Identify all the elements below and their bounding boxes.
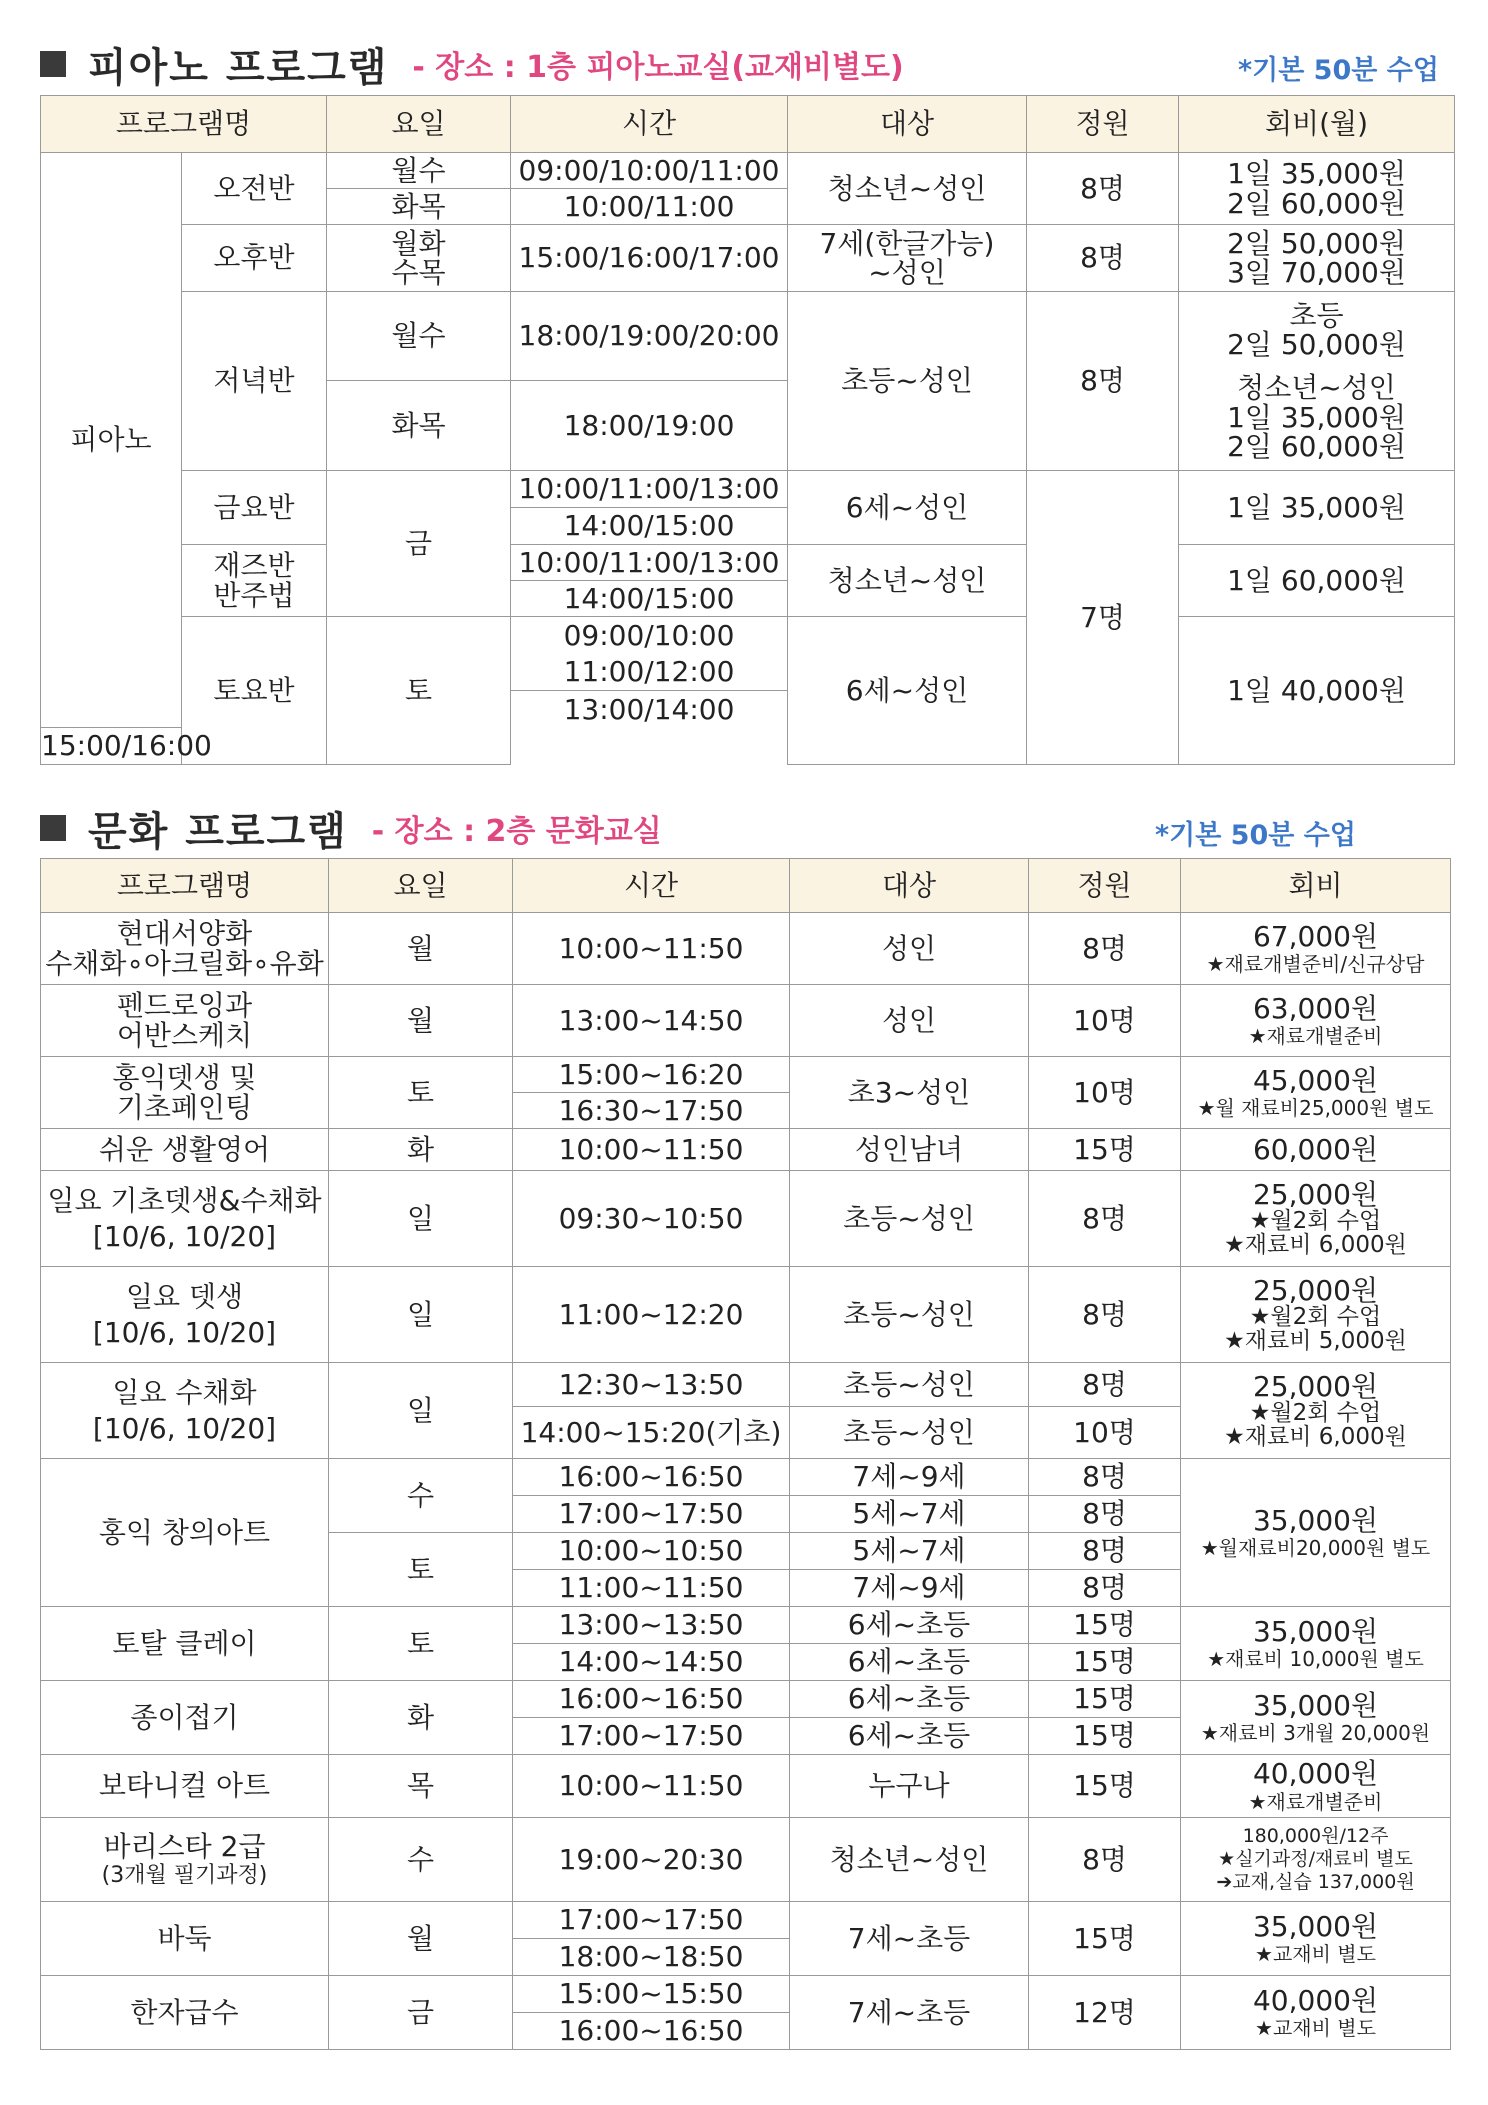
fee-line: 1일 35,000원 (1227, 400, 1406, 434)
time-cell: 15:00~16:20 (513, 1057, 790, 1093)
piano-section-title (40, 36, 904, 92)
fee-amount: 25,000원 (1252, 1177, 1379, 1211)
time-cell: 10:00/11:00 (511, 189, 788, 225)
time-cell: 10:00/11:00/13:00 (511, 471, 788, 508)
table-row (41, 617, 1455, 654)
program-name (41, 1818, 329, 1902)
day-cell: 토 (329, 1607, 513, 1681)
piano-note: *기본 50분 수업 (1238, 55, 1439, 86)
square-bullet-icon (40, 815, 66, 841)
day-cell: 화 (329, 1681, 513, 1755)
fee-amount: 35,000원 (1252, 1688, 1379, 1722)
capacity-cell: 12명 (1029, 1976, 1181, 2050)
capacity-cell: 10명 (1029, 1057, 1181, 1129)
target-line: ~성인 (868, 256, 946, 289)
table-row (41, 913, 1451, 985)
capacity-cell: 8명 (1029, 1363, 1181, 1407)
fee-note: ★실기과정/재료비 별도 (1218, 1848, 1413, 1871)
program-piano: 피아노 (41, 153, 182, 728)
fee-cell (1179, 225, 1455, 292)
day-cell: 화 (329, 1129, 513, 1171)
time-cell: 09:00/10:00 (511, 617, 788, 654)
target-cell: 누구나 (790, 1755, 1029, 1818)
table-row (41, 225, 1455, 292)
target-cell: 7세~9세 (790, 1459, 1029, 1496)
target-cell: 7세~9세 (790, 1570, 1029, 1607)
capacity-cell: 8명 (1029, 1171, 1181, 1267)
col-time: 시간 (513, 859, 790, 913)
table-row (41, 292, 1455, 381)
day-cell (327, 225, 511, 292)
fee-amount: 35,000원 (1252, 1909, 1379, 1943)
program-name-line: 기초페인팅 (116, 1090, 253, 1124)
culture-location: - 장소 : 2층 문화교실 (371, 814, 662, 849)
program-name (41, 1171, 329, 1267)
capacity-cell: 10명 (1029, 1407, 1181, 1459)
fee-line: 2일 60,000원 (1227, 430, 1406, 464)
time-cell: 15:00/16:00/17:00 (511, 225, 788, 292)
fee-amount: 25,000원 (1252, 1273, 1379, 1307)
program-name-sub: (3개월 필기과정) (101, 1863, 268, 1889)
fee-amount: 35,000원 (1252, 1503, 1379, 1537)
target-cell: 초등~성인 (790, 1363, 1029, 1407)
program-name: 보타니컬 아트 (41, 1755, 329, 1818)
capacity-cell: 8명 (1027, 225, 1179, 292)
fee-cell (1181, 1976, 1451, 2050)
target-cell: 초등~성인 (788, 292, 1027, 471)
piano-table (40, 95, 1455, 765)
time-cell: 09:30~10:50 (513, 1171, 790, 1267)
fee-cell (1181, 1902, 1451, 1976)
fee-cell (1181, 1818, 1451, 1902)
table-row (41, 1363, 1451, 1407)
day-cell: 월 (329, 913, 513, 985)
day-cell: 토 (329, 1533, 513, 1607)
time-cell: 13:00~13:50 (513, 1607, 790, 1644)
day-cell: 수 (329, 1459, 513, 1533)
program-name: 한자급수 (41, 1976, 329, 2050)
fee-note: ★재료비 3개월 20,000원 (1200, 1721, 1431, 1746)
program-name-line: 일요 수채화 (112, 1376, 257, 1410)
target-cell: 성인 (790, 985, 1029, 1057)
target-cell: 6세~성인 (788, 471, 1027, 545)
col-day: 요일 (327, 96, 511, 153)
culture-title: 문화 프로그램 (88, 808, 348, 855)
time-cell: 10:00~11:50 (513, 1129, 790, 1171)
square-bullet-icon (40, 51, 66, 77)
target-cell: 6세~초등 (790, 1718, 1029, 1755)
class-name: 저녁반 (182, 292, 327, 471)
time-cell: 12:30~13:50 (513, 1363, 790, 1407)
target-cell: 청소년~성인 (790, 1818, 1029, 1902)
time-cell: 09:00/10:00/11:00 (511, 153, 788, 189)
capacity-cell: 15명 (1029, 1681, 1181, 1718)
capacity-cell: 15명 (1029, 1755, 1181, 1818)
program-name: 쉬운 생활영어 (41, 1129, 329, 1171)
class-name-line: 재즈반 (213, 549, 295, 583)
program-name (41, 1267, 329, 1363)
program-name-line: 홍익뎃생 및 (112, 1061, 257, 1095)
time-cell: 10:00/11:00/13:00 (511, 545, 788, 581)
fee-line: 1일 35,000원 (1227, 157, 1406, 191)
target-cell: 5세~7세 (790, 1496, 1029, 1533)
fee-note: ★재료개별준비 (1248, 1789, 1383, 1814)
col-fee: 회비 (1181, 859, 1451, 913)
class-name: 오후반 (182, 225, 327, 292)
program-name-line: 수채화∘아크릴화∘유화 (45, 946, 324, 980)
target-line: 7세(한글가능) (819, 226, 995, 260)
time-cell: 14:00~15:20(기초) (513, 1407, 790, 1459)
time-cell: 11:00~11:50 (513, 1570, 790, 1607)
capacity-cell: 8명 (1029, 1570, 1181, 1607)
col-capacity: 정원 (1029, 859, 1181, 913)
class-name: 오전반 (182, 153, 327, 225)
capacity-cell: 15명 (1029, 1718, 1181, 1755)
target-cell: 6세~초등 (790, 1681, 1029, 1718)
day-line: 월화 (391, 226, 446, 260)
target-cell: 6세~성인 (788, 617, 1027, 765)
table-row (41, 1129, 1451, 1171)
fee-cell (1181, 1363, 1451, 1459)
capacity-cell: 8명 (1029, 1267, 1181, 1363)
time-cell: 18:00/19:00/20:00 (511, 292, 788, 381)
class-name: 금요반 (182, 471, 327, 545)
table-row (41, 153, 1455, 189)
time-cell: 17:00~17:50 (513, 1718, 790, 1755)
target-cell: 6세~초등 (790, 1644, 1029, 1681)
time-cell: 16:00~16:50 (513, 1681, 790, 1718)
table-row (41, 1681, 1451, 1718)
fee-note: ★월2회 수업 (1249, 1304, 1382, 1331)
capacity-cell: 15명 (1029, 1607, 1181, 1644)
piano-header-row (41, 96, 1455, 153)
program-name-line: 일요 기초뎃생&수채화 (47, 1184, 322, 1218)
time-cell: 14:00~14:50 (513, 1644, 790, 1681)
fee-note: ★재료비 6,000원 (1224, 1424, 1407, 1451)
program-name: 토탈 클레이 (41, 1607, 329, 1681)
col-fee: 회비(월) (1179, 96, 1455, 153)
col-target: 대상 (788, 96, 1027, 153)
target-cell: 7세~초등 (790, 1976, 1029, 2050)
fee-note: ★월2회 수업 (1249, 1208, 1382, 1235)
fee-line: 2일 60,000원 (1227, 186, 1406, 220)
capacity-cell: 8명 (1029, 1533, 1181, 1570)
capacity-cell: 8명 (1029, 1496, 1181, 1533)
fee-cell: 60,000원 (1181, 1129, 1451, 1171)
program-name (41, 1363, 329, 1459)
fee-note: ★교재비 별도 (1255, 2016, 1376, 2041)
fee-amount: 63,000원 (1252, 991, 1379, 1025)
target-cell: 성인남녀 (790, 1129, 1029, 1171)
time-cell: 16:30~17:50 (513, 1093, 790, 1129)
day-cell: 월 (329, 1902, 513, 1976)
time-cell: 11:00/12:00 (511, 654, 788, 691)
table-row (41, 985, 1451, 1057)
fee-amount: 40,000원 (1252, 1983, 1379, 2017)
time-cell: 17:00~17:50 (513, 1496, 790, 1533)
table-row (41, 1171, 1451, 1267)
table-row (41, 1976, 1451, 2013)
time-cell: 10:00~11:50 (513, 1755, 790, 1818)
time-cell: 18:00/19:00 (511, 381, 788, 471)
capacity-cell: 8명 (1027, 153, 1179, 225)
capacity-cell: 10명 (1029, 985, 1181, 1057)
time-cell: 14:00/15:00 (511, 508, 788, 545)
culture-header-row (41, 859, 1451, 913)
fee-amount: 25,000원 (1252, 1369, 1379, 1403)
program-name-line: [10/6, 10/20] (92, 1411, 277, 1445)
time-cell: 15:00~15:50 (513, 1976, 790, 2013)
col-program: 프로그램명 (41, 96, 327, 153)
fee-note: ★재료비 6,000원 (1224, 1232, 1407, 1259)
capacity-cell: 7명 (1027, 471, 1179, 765)
fee-amount: 35,000원 (1252, 1614, 1379, 1648)
time-cell: 16:00~16:50 (513, 1459, 790, 1496)
target-cell: 6세~초등 (790, 1607, 1029, 1644)
fee-cell: 1일 35,000원 (1179, 471, 1455, 545)
fee-cell (1181, 985, 1451, 1057)
target-cell: 초등~성인 (790, 1407, 1029, 1459)
culture-table (40, 858, 1451, 2050)
capacity-cell: 8명 (1029, 1818, 1181, 1902)
time-cell: 11:00~12:20 (513, 1267, 790, 1363)
target-cell: 5세~7세 (790, 1533, 1029, 1570)
table-row (41, 545, 1455, 581)
fee-note: ★재료비 5,000원 (1224, 1328, 1407, 1355)
fee-cell (1181, 1057, 1451, 1129)
fee-cell (1181, 1459, 1451, 1607)
fee-note: ★재료개별준비/신규상담 (1206, 952, 1425, 977)
culture-section-title (40, 800, 662, 856)
target-cell: 초3~성인 (790, 1057, 1029, 1129)
class-name: 토요반 (182, 617, 327, 765)
fee-cell (1181, 1267, 1451, 1363)
fee-note: ★월2회 수업 (1249, 1400, 1382, 1427)
time-cell: 18:00~18:50 (513, 1939, 790, 1976)
program-name-line: 일요 뎃생 (125, 1280, 244, 1314)
col-time: 시간 (511, 96, 788, 153)
fee-cell (1181, 1607, 1451, 1681)
program-name-line: [10/6, 10/20] (92, 1219, 277, 1253)
program-name: 홍익 창의아트 (41, 1459, 329, 1607)
program-name: 종이접기 (41, 1681, 329, 1755)
target-cell: 청소년~성인 (788, 545, 1027, 617)
fee-amount: 40,000원 (1252, 1757, 1379, 1791)
table-row (41, 1818, 1451, 1902)
time-cell: 10:00~11:50 (513, 913, 790, 985)
day-line: 수목 (391, 256, 446, 289)
program-name (41, 913, 329, 985)
day-cell: 일 (329, 1363, 513, 1459)
table-row (41, 1755, 1451, 1818)
day-cell: 토 (329, 1057, 513, 1129)
class-name-line: 반주법 (213, 578, 295, 612)
fee-cell (1181, 1171, 1451, 1267)
target-cell: 7세~초등 (790, 1902, 1029, 1976)
target-cell (788, 225, 1027, 292)
table-row (41, 1057, 1451, 1093)
day-cell: 금 (329, 1976, 513, 2050)
table-row (41, 1607, 1451, 1644)
fee-amount: 67,000원 (1252, 919, 1379, 953)
program-name-line: 바리스타 2급 (103, 1829, 266, 1863)
program-name: 바둑 (41, 1902, 329, 1976)
capacity-cell: 8명 (1027, 292, 1179, 471)
piano-location: - 장소 : 1층 피아노교실(교재비별도) (412, 50, 904, 85)
day-cell: 수 (329, 1818, 513, 1902)
culture-note: *기본 50분 수업 (1155, 820, 1356, 851)
fee-note: ★재료비 10,000원 별도 (1207, 1647, 1424, 1672)
fee-cell (1181, 1755, 1451, 1818)
fee-note: ★교재비 별도 (1255, 1942, 1376, 1967)
day-cell: 화목 (327, 189, 511, 225)
fee-cell: 1일 40,000원 (1179, 617, 1455, 765)
capacity-cell: 15명 (1029, 1644, 1181, 1681)
fee-line: 2일 50,000원 (1227, 327, 1406, 361)
piano-title: 피아노 프로그램 (88, 44, 389, 91)
program-name-line: 펜드로잉과 (116, 989, 253, 1023)
program-name (41, 985, 329, 1057)
target-cell: 청소년~성인 (788, 153, 1027, 225)
capacity-cell: 15명 (1029, 1902, 1181, 1976)
capacity-cell: 8명 (1029, 913, 1181, 985)
time-cell: 10:00~10:50 (513, 1533, 790, 1570)
fee-line: 청소년~성인 (1237, 371, 1396, 405)
fee-cell (1181, 1681, 1451, 1755)
table-row (41, 471, 1455, 508)
time-cell: 19:00~20:30 (513, 1818, 790, 1902)
fee-note: ★월 재료비25,000원 별도 (1197, 1096, 1434, 1121)
fee-note: ★재료개별준비 (1248, 1024, 1383, 1049)
program-name-line: 현대서양화 (116, 917, 253, 951)
day-cell: 일 (329, 1267, 513, 1363)
day-cell: 토 (327, 617, 511, 765)
table-row (41, 1902, 1451, 1939)
time-cell: 17:00~17:50 (513, 1902, 790, 1939)
fee-cell: 1일 60,000원 (1179, 545, 1455, 617)
col-program: 프로그램명 (41, 859, 329, 913)
program-name (41, 1057, 329, 1129)
day-cell: 월 (329, 985, 513, 1057)
fee-cell (1179, 292, 1455, 471)
day-cell: 화목 (327, 381, 511, 471)
fee-line: 2일 50,000원 (1227, 226, 1406, 260)
program-name-line: [10/6, 10/20] (92, 1315, 277, 1349)
fee-line: 초등 (1289, 298, 1344, 332)
time-cell: 16:00~16:50 (513, 2013, 790, 2050)
time-cell: 13:00/14:00 (511, 691, 788, 728)
day-cell: 금 (327, 471, 511, 617)
time-cell: 14:00/15:00 (511, 581, 788, 617)
col-day: 요일 (329, 859, 513, 913)
day-cell: 목 (329, 1755, 513, 1818)
col-target: 대상 (790, 859, 1029, 913)
class-name (182, 545, 327, 617)
target-cell: 성인 (790, 913, 1029, 985)
table-row (41, 1267, 1451, 1363)
table-row (41, 1459, 1451, 1496)
program-name-line: 어반스케치 (116, 1018, 253, 1052)
day-cell: 월수 (327, 292, 511, 381)
fee-note: ➔교재,실습 137,000원 (1216, 1870, 1415, 1893)
fee-cell (1179, 153, 1455, 225)
col-capacity: 정원 (1027, 96, 1179, 153)
target-cell: 초등~성인 (790, 1171, 1029, 1267)
fee-cell (1181, 913, 1451, 985)
capacity-cell: 8명 (1029, 1459, 1181, 1496)
fee-amount: 180,000원/12주 (1242, 1825, 1389, 1848)
time-cell: 15:00/16:00 (41, 728, 182, 765)
fee-amount: 45,000원 (1252, 1063, 1379, 1097)
capacity-cell: 15명 (1029, 1129, 1181, 1171)
fee-line: 3일 70,000원 (1227, 256, 1406, 289)
day-cell: 월수 (327, 153, 511, 189)
time-cell: 13:00~14:50 (513, 985, 790, 1057)
target-cell: 초등~성인 (790, 1267, 1029, 1363)
day-cell: 일 (329, 1171, 513, 1267)
fee-note: ★월재료비20,000원 별도 (1200, 1536, 1431, 1561)
